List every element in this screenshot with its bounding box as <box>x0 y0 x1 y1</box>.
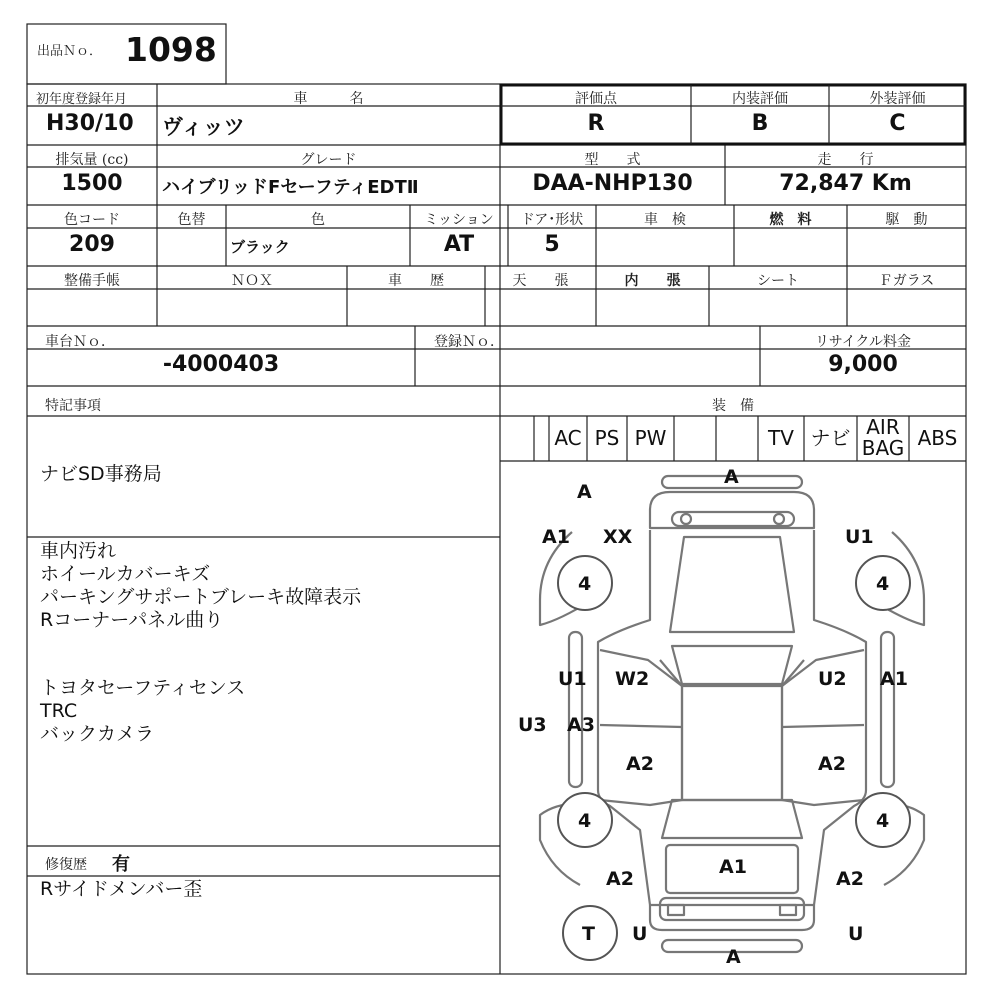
mark-trunk: A1 <box>719 856 747 878</box>
equip-navi: ナビ <box>810 426 851 450</box>
score-value: R <box>587 111 605 136</box>
mark-windshield: W2 <box>615 668 650 690</box>
mark-right-front-tire: 4 <box>876 573 890 595</box>
mark-left-front-tire: 4 <box>578 573 592 595</box>
displacement-label: 排気量 (cc) <box>55 152 129 168</box>
note-option-1: TRC <box>40 700 78 722</box>
color-code-value: 209 <box>69 232 115 257</box>
color-code-label: 色コード <box>64 212 120 228</box>
note-option-0: トヨタセーフティセンス <box>40 677 246 699</box>
model-label: 型 式 <box>584 152 641 168</box>
mark-rear-bumper: A <box>726 946 741 968</box>
mark-right-rear-tire: 4 <box>876 810 890 832</box>
lot-number: 1098 <box>125 30 217 69</box>
fuel-label: 燃 料 <box>769 212 812 228</box>
score-label: 評価点 <box>575 91 617 107</box>
chassis-label: 車台Ｎｏ． <box>45 334 115 350</box>
note-mid-3: Rコーナーパネル曲り <box>40 609 224 631</box>
equip-ac: AC <box>554 426 582 450</box>
mark-right-rear-door: A2 <box>818 753 846 775</box>
equip-abs: ABS <box>917 426 958 450</box>
mark-left-front-door: A3 <box>567 714 595 736</box>
mark-spare-tire: T <box>582 923 595 945</box>
color-value: ブラック <box>230 238 290 256</box>
roof-label: 天 張 <box>512 273 569 289</box>
recycle-label: リサイクル料金 <box>814 334 912 350</box>
mark-left-sill: U3 <box>518 714 547 736</box>
equip-ps: PS <box>594 426 620 450</box>
mark-front-left: A <box>577 481 592 503</box>
equip-tv: TV <box>768 426 794 450</box>
model-value: DAA-NHP130 <box>532 171 693 196</box>
note-top-0: ナビSD事務局 <box>40 463 162 485</box>
color-label: 色 <box>311 212 325 228</box>
mark-right-quarter: A2 <box>836 868 864 890</box>
car-name-value: ヴィッツ <box>162 115 245 139</box>
mark-left-a: U1 <box>558 668 587 690</box>
note-mid-2: パーキングサポートブレーキ故障表示 <box>40 586 362 608</box>
fglass-label: Ｆガラス <box>878 273 935 289</box>
car-name-label: 車 名 <box>293 91 364 107</box>
repair-value: 有 <box>112 854 130 875</box>
mark-left-rear-door: A2 <box>626 753 654 775</box>
mark-right-front-door: A1 <box>880 668 908 690</box>
mission-label: ミッション <box>424 212 494 228</box>
seat-label: シート <box>757 273 799 289</box>
exterior-label: 外装評価 <box>869 91 926 107</box>
mark-left-quarter: A2 <box>606 868 634 890</box>
nox-label: ＮＯＸ <box>231 273 273 289</box>
mark-front-bumper: A <box>724 466 739 488</box>
chassis-value: -4000403 <box>162 352 280 377</box>
exterior-value: C <box>889 111 906 136</box>
repair-detail: Rサイドメンバー歪 <box>40 878 203 900</box>
mileage-value: 72,847 Km <box>779 171 912 196</box>
mark-hood: XX <box>603 526 633 548</box>
notes-label: 特記事項 <box>45 398 101 414</box>
interior-lining-label: 内 張 <box>624 273 681 289</box>
interior-label: 内装評価 <box>732 91 788 107</box>
door-label: ドア･形状 <box>520 212 584 228</box>
mission-value: AT <box>443 232 475 257</box>
grade-label: グレード <box>300 152 357 168</box>
mark-left-front-fender: A1 <box>542 526 570 548</box>
mark-right-front-fender: U1 <box>845 526 874 548</box>
equipment-label: 装 備 <box>712 398 754 414</box>
repair-label: 修復歴 <box>45 857 87 873</box>
note-mid-0: 車内汚れ <box>40 540 117 562</box>
mark-left-rear-tire: 4 <box>578 810 592 832</box>
recycle-value: 9,000 <box>828 352 898 377</box>
reg-date-label: 初年度登録年月 <box>36 92 128 107</box>
interior-value: B <box>751 111 769 136</box>
color-change-label: 色替 <box>177 212 206 228</box>
equip-airbag: AIR BAG <box>861 415 905 460</box>
maintenance-label: 整備手帳 <box>64 273 120 289</box>
mark-left-rear-u: U <box>632 923 648 945</box>
mileage-label: 走 行 <box>817 152 874 168</box>
inspection-label: 車 検 <box>644 212 686 228</box>
displacement-value: 1500 <box>61 171 123 196</box>
mark-right-a: U2 <box>818 668 847 690</box>
reg-date-value: H30/10 <box>46 111 134 136</box>
history-label: 車 歴 <box>388 273 444 289</box>
note-option-2: バックカメラ <box>40 723 155 745</box>
equip-pw: PW <box>634 426 667 450</box>
grade-value: ハイブリッドFセーフティEDTⅡ <box>162 177 419 198</box>
mark-right-rear-u: U <box>848 923 864 945</box>
lot-label: 出品Ｎｏ． <box>37 44 103 59</box>
drive-label: 駆 動 <box>885 212 928 228</box>
door-value: 5 <box>544 232 560 257</box>
regno-label: 登録Ｎｏ． <box>434 334 504 350</box>
note-mid-1: ホイールカバーキズ <box>40 563 211 585</box>
